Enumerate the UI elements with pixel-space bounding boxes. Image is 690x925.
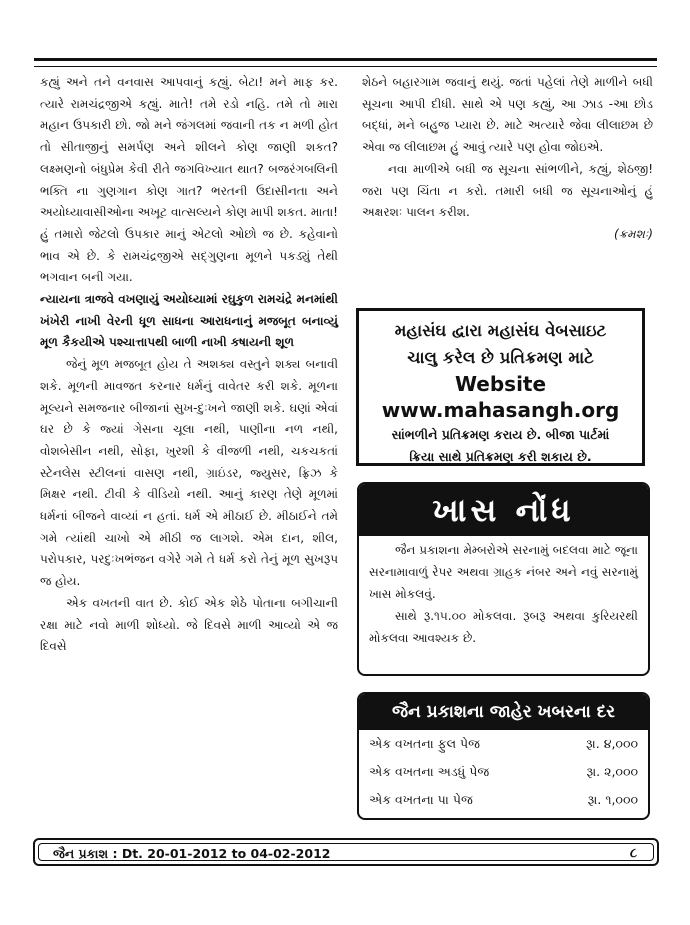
ad-rates-title: જૈન પ્રકાશના જાહેર ખબરના દર (359, 694, 648, 730)
rate-label: એક વખતના ફુલ પેજ (369, 736, 480, 751)
rate-label: એક વખતના અડધું પેજ (369, 764, 490, 779)
mahasangh-line-2: ચાલુ કરેલ છે પ્રતિક્રમણ માટે (407, 348, 594, 367)
page-number: ૮ (629, 846, 637, 861)
special-notice-box (357, 482, 650, 676)
rate-label: એક વખતના પા પેજ (369, 792, 473, 807)
rate-price: રૂા. ૧,૦૦૦ (587, 792, 638, 807)
right-paragraph-1: શેઠને બહારગામ જવાનું થયું. જતાં પહેલાં તેણે માળીને બધી સૂચના આપી દીધી. સાથે એ પણ કહ્યું, આ ઝાડ -આ છોડ બદ્ધાં, મને બહુજ પ્યારા છે. માટે અત્યારે જેવા લીલાછમ છે એવા જ લીલાછમ હું આવું ત્યારે પણ હોવા જોઇએ. (362, 75, 653, 155)
notice-title: ખાસ નોંધ (359, 484, 648, 536)
website-url: www.mahasangh.org (381, 398, 620, 422)
top-rule-thick (34, 58, 657, 61)
right-column (362, 72, 653, 246)
mahasangh-line-1: મહાસંઘ દ્વારા મહાસંઘ વેબસાઇટ (394, 321, 607, 340)
mahasangh-line-6: ક્રિયા સાથે પ્રતિક્રમણ કરી શકાય છે. (409, 449, 592, 464)
mahasangh-line-3: Website (454, 372, 547, 396)
footer-publication-date: જૈન પ્રકાશ : Dt. 20-01-2012 to 04-02-2012 (53, 846, 331, 861)
mahasangh-line-5: સાંભળીને પ્રતિક્રમણ કરાય છે. બીજા પાર્ટમાં (391, 427, 610, 442)
page-footer (33, 838, 659, 866)
left-bold-verse: ન્યાયના ત્રાજવે વખણાયું અયોધ્યામાં રઘુકુળ રામચંદ્રે મનમાંથી ખંખેરી નાખી વેરની ધૂળ સાધના આરાધનાનું મજબૂત બનાવ્યું મૂળ કૈકયીએ પશ્ચાત્તાપથી બાળી નાખી કષાયની શૂળ (40, 292, 338, 350)
mahasangh-website-box (356, 308, 645, 466)
notice-paragraph-2: સાથે રૂ.૧૫.૦૦ મોકલવા. રૂબરૂ અથવા કુરિયરથી મોકલવા આવશ્યક છે. (369, 609, 638, 645)
rate-price: રૂા. ૨,૦૦૦ (586, 764, 638, 779)
continued-note: (ક્રમશઃ) (613, 226, 653, 241)
left-paragraph-3: એક વખતની વાત છે. કોઈ એક શેઠે પોતાના બગીચાની રક્ષા માટે નવો માળી શોધ્યો. જે દિવસે માળી આવ્યો એ જ દિવસે (40, 595, 338, 654)
rate-row (359, 786, 648, 814)
left-paragraph-1: કહ્યું અને તને વનવાસ આપવાનું કહ્યું. બેટા! મને માફ કર. ત્યારે રામચંદ્રજીએ કહ્યું. માતે! તમે રડો નહિ. તમે તો મારા મહાન ઉપકારી છો. જો મને જંગલમાં જવાની તક ન મળી હોત તો સીતાજીનું સમર્પણ અને શીલને કોણ જાણી શકત? લક્ષ્મણનો બંધુપ્રેમ કેવી રીતે જગવિખ્યાત થાત? બજરંગબલિની ભક્તિ ના ગુણગાન કોણ ગાત? ભરતની ઉદાસીનતા અને અયોધ્યાવાસીઓના અખૂટ વાત્સલ્યને કોણ માપી શકત. માતા! હું તમારો જેટલો ઉપકાર માનું એટલો ઓછો જ છે. કહેવાનો ભાવ એ છે. કે રામચંદ્રજીએ સદ્ગુણના મૂળને પકડ્યું તેથી ભગવાન બની ગયા. (40, 75, 338, 285)
rate-row (359, 758, 648, 786)
left-paragraph-2: જેનું મૂળ મજબૂત હોય તે અશક્ય વસ્તુને શક્ય બનાવી શકે. મૂળની માવજત કરનાર ધર્મનું વાવેતર કરી શકે. મૂળના મૂલ્યને સમજનાર બીજાનાં સુખ-દુઃખને જાણી શકે. ઘણાં એવાં ઘર છે કે જ્યાં ગેસના ચૂલા નથી, પાણીના નળ નથી, વોશબેસીન નથી, સોફા, ખુરશી કે વીજળી નથી, ચકચકતાં સ્ટેનલેસ સ્ટીલનાં વાસણ નથી, ગ્રાઇંડર, જ્યુસર, ફ્રિઝ કે મિક્ષર નથી. ટીવી કે વીડિયો નથી. આનું કારણ તેણે મૂળમાં ધર્મનાં બીજને વાવ્યાં ન હતાં. ધર્મ એ મીઠાઈ છે. મીઠાઈને તમે ગમે ત્યાંથી ચાખો એ મીઠી જ લાગશે. એમ દાન, શીલ, પરોપકાર, પરદુઃખભંજન વગેરે ગમે તે ધર્મ કરો તેનું મૂળ સુખરૂપ જ હોય. (40, 357, 338, 589)
notice-paragraph-1: જૈન પ્રકાશના મેમ્બરોએ સરનામું બદલવા માટે જૂના સરનામાવાળું રેપર અથવા ગ્રાહક નંબર અને નવું સરનામું ખાસ મોકલવું. (369, 543, 638, 601)
rate-price: રૂા. ૪,૦૦૦ (586, 736, 638, 751)
ad-rates-box (357, 692, 650, 820)
left-column (40, 72, 338, 658)
right-paragraph-2: નવા માળીએ બધી જ સૂચના સાંભળીને, કહ્યું, શેઠજી! જરા પણ ચિંતા ન કરો. તમારી બધી જ સૂચનાઓનું હું અક્ષરશઃ પાલન કરીશ. (362, 161, 653, 220)
rate-row (359, 730, 648, 758)
top-rule-thin (34, 66, 657, 67)
